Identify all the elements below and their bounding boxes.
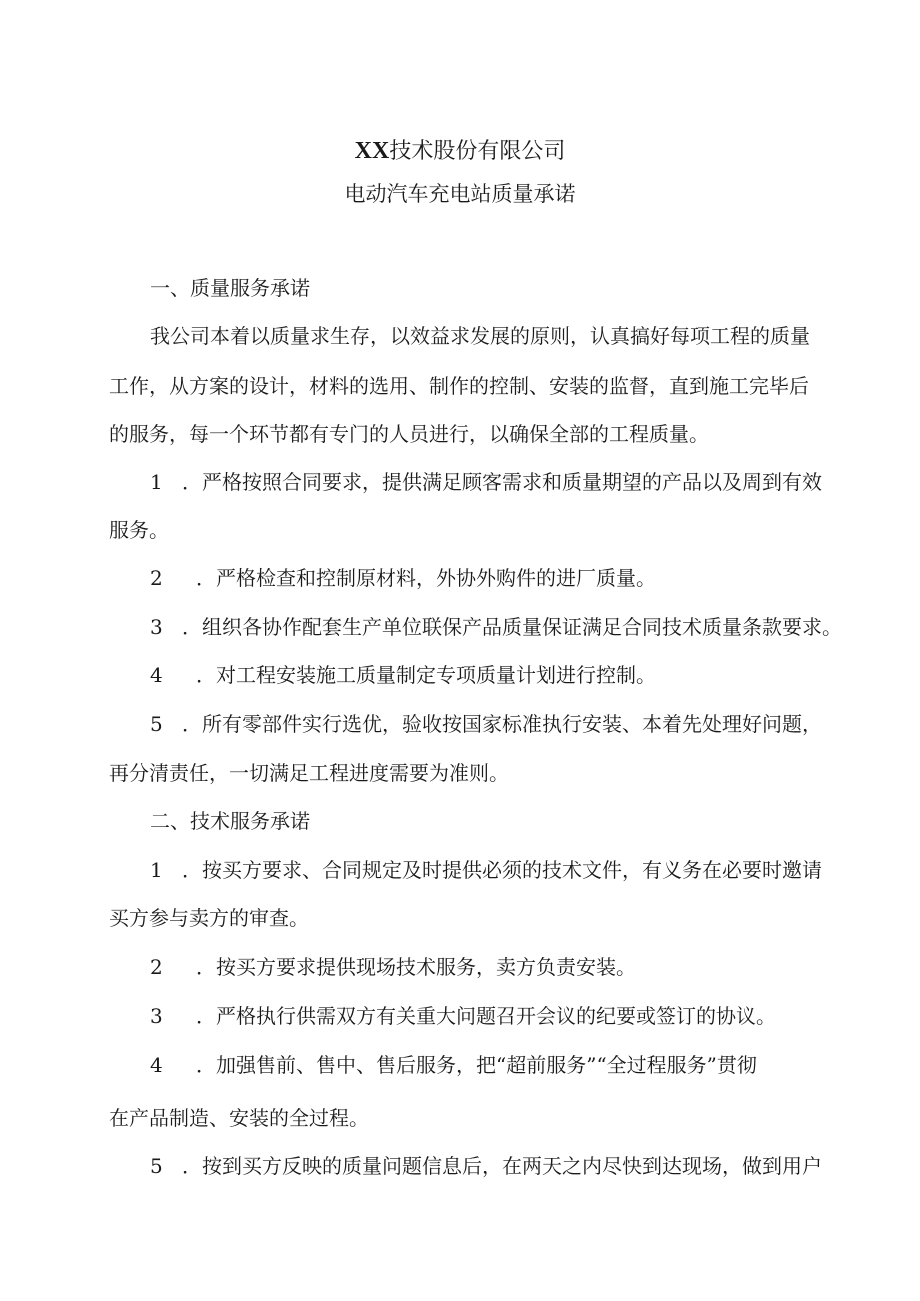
list-item-number: 1 [150, 858, 163, 882]
list-item-text: ．按买方要求提供现场技术服务，卖方负责安装。 [196, 955, 636, 979]
paragraph-line: 我公司本着以质量求生存，以效益求发展的原则，认真搞好每项工程的质量 [150, 324, 810, 348]
list-item-text: ．按到买方反映的质量问题信息后，在两天之内尽快到达现场，做到用户 [182, 1154, 822, 1178]
list-item [150, 563, 656, 593]
list-item-number: 3 [150, 615, 163, 639]
list-item [150, 855, 822, 885]
list-item-continuation: 再分清责任，一切满足工程进度需要为准则。 [109, 761, 509, 785]
list-item-text: ．加强售前、售中、售后服务，把“超前服务”“全过程服务”贯彻 [196, 1053, 757, 1077]
list-item-text: ．按买方要求、合同规定及时提供必须的技术文件，有义务在必要时邀请 [182, 858, 822, 882]
list-item [150, 1001, 776, 1031]
list-item [150, 952, 636, 982]
list-item-text: ．组织各协作配套生产单位联保产品质量保证满足合同技术质量条款要求。 [182, 615, 842, 639]
paragraph-line: 的服务，每一个环节都有专门的人员进行，以确保全部的工程质量。 [109, 422, 709, 446]
list-item-text: ．严格按照合同要求，提供满足顾客需求和质量期望的产品以及周到有效 [182, 470, 822, 494]
list-item-text: ．所有零部件实行选优，验收按国家标准执行安装、本着先处理好问题， [182, 712, 822, 736]
list-item [150, 1151, 822, 1181]
list-item [150, 467, 822, 497]
section-heading-quality: 一、质量服务承诺 [150, 276, 310, 300]
list-item [150, 660, 656, 690]
list-item [150, 1050, 757, 1080]
list-item-number: 1 [150, 470, 163, 494]
section-heading-technical: 二、技术服务承诺 [150, 809, 310, 833]
list-item-number: 2 [150, 566, 163, 590]
list-item-text: ．严格执行供需双方有关重大问题召开会议的纪要或签订的协议。 [196, 1004, 776, 1028]
paragraph-line: 工作，从方案的设计，材料的选用、制作的控制、安装的监督，直到施工完毕后 [109, 374, 809, 398]
document-subtitle: 电动汽车充电站质量承诺 [344, 182, 576, 206]
document-title [0, 134, 920, 169]
list-item-number: 3 [150, 1004, 163, 1028]
list-item-number: 2 [150, 955, 163, 979]
list-item-number: 5 [150, 712, 163, 736]
list-item-continuation: 在产品制造、安装的全过程。 [109, 1106, 369, 1130]
list-item-number: 5 [150, 1154, 163, 1178]
list-item-number: 4 [150, 1053, 163, 1077]
list-item [150, 612, 842, 642]
list-item-number: 4 [150, 663, 163, 687]
company-prefix: XX [354, 138, 390, 164]
list-item-text: ．对工程安装施工质量制定专项质量计划进行控制。 [196, 663, 656, 687]
list-item-continuation: 服务。 [109, 518, 169, 542]
list-item [150, 709, 822, 739]
list-item-continuation: 买方参与卖方的审查。 [109, 906, 309, 930]
list-item-text: ．严格检查和控制原材料，外协外购件的进厂质量。 [196, 566, 656, 590]
company-name: 技术股份有限公司 [389, 139, 566, 164]
